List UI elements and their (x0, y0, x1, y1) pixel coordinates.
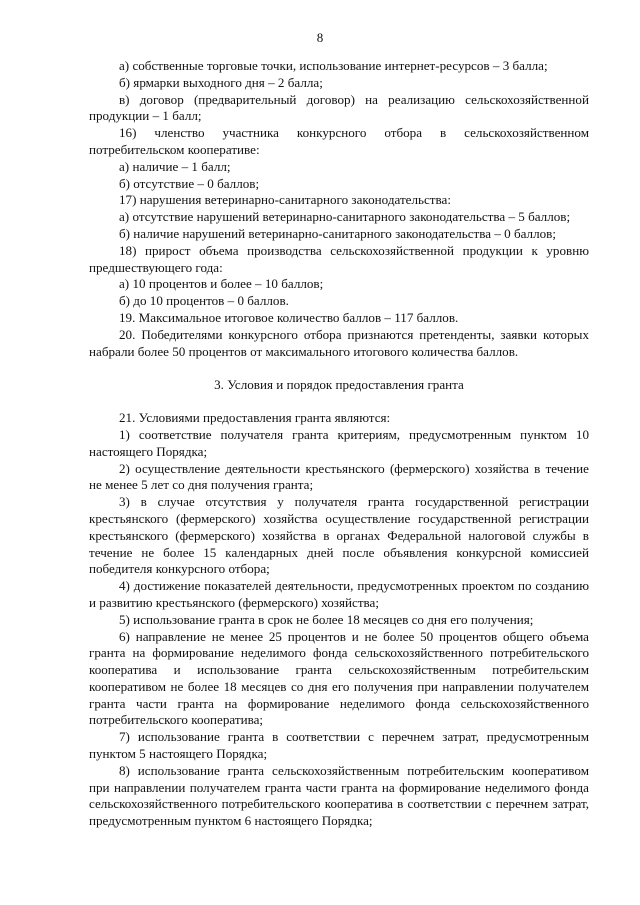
paragraph-item-17-vet-violations: 17) нарушения ветеринарно-санитарного законодательства: (119, 192, 451, 208)
paragraph-item-16-a: а) наличие – 1 балл; (119, 158, 231, 174)
paragraph-condition-5: 5) использование гранта в срок не более 18 месяцев со дня его получения; (119, 611, 534, 627)
paragraph-item-18-a: а) 10 процентов и более – 10 баллов; (119, 276, 324, 292)
paragraph-condition-8: 8) использование гранта сельскохозяйственным потребительским кооперативом при направлении получателем гранта части гранта на формирование неделимого фонда сельскохозяйственного потребительского кооператива в соответствии с перечнем затрат, предусмотренным пунктом 6 настоящего Порядка; (89, 762, 589, 829)
page-number: 8 (316, 30, 324, 45)
paragraph-item-16-b: б) отсутствие – 0 баллов; (119, 175, 260, 191)
document-body (89, 58, 589, 830)
paragraph-item-17-b: б) наличие нарушений ветеринарно-санитарного законодательства – 0 баллов; (119, 225, 556, 241)
paragraph-condition-7: 7) использование гранта в соответствии с перечнем затрат, предусмотренным пунктом 5 настоящего Порядка; (89, 729, 589, 762)
paragraph-item-18-production-growth: 18) прирост объема производства сельскохозяйственной продукции к уровню предшествующего года: (89, 242, 589, 275)
paragraph-criteria-c-sales-contract: в) договор (предварительный договор) на реализацию сельскохозяйственной продукции – 1 балл; (89, 91, 589, 124)
paragraph-item-19-max-score: 19. Максимальное итоговое количество баллов – 117 баллов. (119, 309, 459, 325)
paragraph-criteria-a-own-outlets: а) собственные торговые точки, использование интернет-ресурсов – 3 балла; (119, 58, 548, 73)
paragraph-item-16-cooperative-membership: 16) членство участника конкурсного отбора в сельскохозяйственном потребительском кооперативе: (89, 125, 589, 157)
paragraph-condition-4: 4) достижение показателей деятельности, предусмотренных проектом по созданию и развитию крестьянского (фермерского) хозяйства; (89, 578, 589, 610)
paragraph-condition-6: 6) направление не менее 25 процентов и не более 50 процентов общего объема гранта на формирование неделимого фонда сельскохозяйственного потребительского кооператива и использование гранта сельскохозяйственным потребительским кооперативом не более 18 месяцев со дня его получения при направлении получателем гранта части гранта на формирование неделимого фонда сельскохозяйственного потребительского кооператива; (89, 628, 589, 728)
paragraph-condition-2: 2) осуществление деятельности крестьянского (фермерского) хозяйства в течение не менее 5 лет со дня получения гранта; (89, 460, 589, 493)
paragraph-item-21-conditions: 21. Условиями предоставления гранта являются: (119, 410, 391, 426)
paragraph-item-20-winners: 20. Победителями конкурсного отбора признаются претенденты, заявки которых набрали более 50 процентов от максимального итогового количества баллов. (89, 326, 589, 359)
paragraph-criteria-b-weekend-fairs: б) ярмарки выходного дня – 2 балла; (119, 74, 323, 90)
paragraph-condition-1: 1) соответствие получателя гранта критериям, предусмотренным пунктом 10 настоящего Порядка; (89, 426, 589, 459)
paragraph-item-17-a: а) отсутствие нарушений ветеринарно-санитарного законодательства – 5 баллов; (119, 209, 571, 225)
paragraph-condition-3: 3) в случае отсутствия у получателя гранта государственной регистрации крестьянского (фермерского) хозяйства осуществление государственной регистрации крестьянского (фермерского) хозяйства в органах Федеральной налоговой службы в течение не более 15 календарных дней после объявления конкурсной комиссией победителя конкурсного отбора; (89, 494, 589, 577)
section-heading: 3. Условия и порядок предоставления гранта (214, 377, 464, 393)
paragraph-item-18-b: б) до 10 процентов – 0 баллов. (119, 293, 289, 309)
